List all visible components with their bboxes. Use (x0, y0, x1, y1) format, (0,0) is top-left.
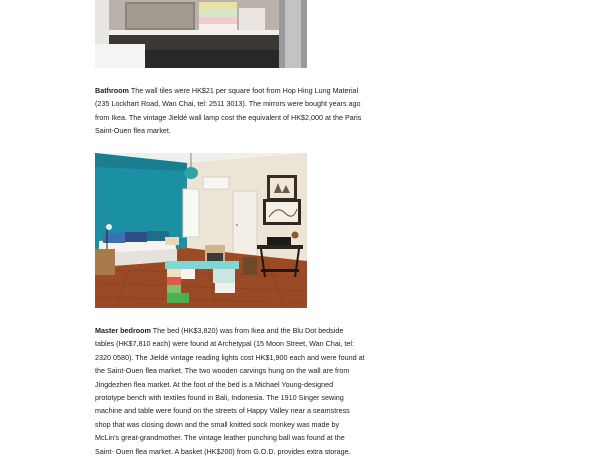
master-bedroom-label: Master bedroom (95, 326, 151, 335)
bathroom-caption-line-4: Saint-Ouen flea market. (95, 126, 171, 136)
master-caption-line-7: machine and table were found on the streets of Happy Valley near a seamstress (95, 406, 350, 416)
master-bedroom-caption (95, 324, 375, 458)
master-caption-line-10: Saint- Ouen flea market. A basket (HK$200) from G.O.D. provides extra storage. (95, 446, 351, 456)
bathroom-caption-line-2: (235 Lockhart Road, Wan Chai, tel: 2511 3013). The mirrors were bought years ago (95, 99, 361, 109)
bathroom-caption-line-1 (95, 84, 375, 97)
master-caption-line-3: 2320 0580). The Jieldé vintage reading lights cost HK$1,900 each and were found at (95, 352, 365, 362)
bathroom-caption-text: The wall tiles were HK$21 per square foot from Hop Hing Lung Material (128, 86, 359, 95)
master-caption-line-9: McLin's great-grandmother. The vintage leather punching ball was found at the (95, 433, 345, 443)
master-caption-line-6: prototype bench with textiles found in Bali, Indonesia. The 1910 Singer sewing (95, 393, 344, 403)
master-caption-line-1 (95, 324, 375, 337)
bathroom-caption-line-3: from Ikea. The vintage Jieldé wall lamp cost the equivalent of HK$2,000 at the Paris (95, 112, 362, 122)
master-caption-line-5: Jingdezhen flea market. At the foot of the bed is a Michael Young-designed (95, 379, 334, 389)
master-bedroom-photo-graphic (95, 153, 307, 308)
bathroom-caption (95, 84, 375, 138)
bathroom-photo (95, 0, 307, 68)
master-caption-text: The bed (HK$3,820) was from Ikea and the Blu Dot bedside (150, 326, 344, 335)
master-caption-line-4: the Saint-Ouen flea market. The two wooden carvings hung on the wall are from (95, 366, 350, 376)
master-caption-line-2: tables (HK$7,810 each) were found at Archetypal (15 Moon Street, Wan Chai, tel: (95, 339, 355, 349)
master-caption-line-8: shop that was closing down and the small knitted sock monkey was made by (95, 419, 340, 429)
master-bedroom-photo (95, 153, 307, 308)
bathroom-photo-graphic (95, 0, 307, 68)
bathroom-label: Bathroom (95, 86, 129, 95)
